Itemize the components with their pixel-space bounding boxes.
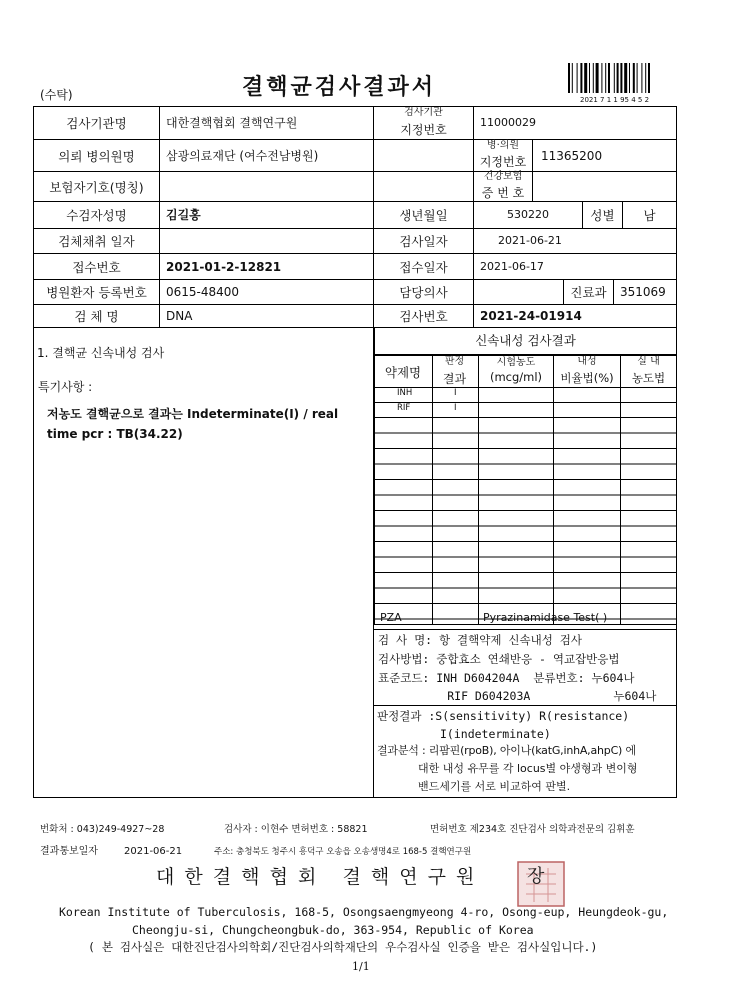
pza-value: Pyrazinamidase Test( ) (483, 611, 608, 624)
remarks-line2: time pcr : TB(34.22) (47, 427, 183, 441)
col-judgement-header-l1: 판정 (444, 356, 465, 367)
test-title: 1. 결핵균 신속내성 검사 (37, 346, 165, 360)
judgement-line2: I(indeterminate) (440, 727, 551, 741)
insurance-no-label-line2: 증 번 호 (481, 186, 525, 200)
barcode-number: 2021 7 1 1 95 4 5 2 (580, 96, 650, 104)
row-inh-result: I (454, 388, 457, 398)
footer-inspector: 검사자 : 이현수 면허번호 : 58821 (224, 824, 368, 835)
result-grid (374, 355, 677, 625)
result-table-title: 신속내성 검사결과 (475, 333, 576, 348)
institute-name-en: Korean Institute of Tuberculosis, 168-5, Osongsaengmyeong 4-ro, Osong-eup, Heungdeok-gu, (59, 905, 669, 919)
hospital-patient-no-label: 병원환자 등록번호 (46, 285, 147, 300)
test-date-value: 2021-06-21 (498, 234, 562, 247)
col-resist-header-l1: 실 내 (637, 356, 660, 367)
barcode-image (568, 63, 672, 95)
certification-note: ( 본 검사실은 대한진단검사의학회/진단검사의학재단의 우수검사실 인증을 받은 검사실입니다.) (88, 940, 598, 954)
judgement-line1: 판정결과 :S(sensitivity) R(resistance) (377, 709, 630, 723)
test-date-label: 검사일자 (399, 234, 448, 249)
specimen-label: 검 체 명 (74, 309, 119, 324)
report-date-label: 결과통보일자 (40, 846, 98, 857)
hospital-no-value: 11365200 (541, 148, 603, 163)
insurer-label: 보험자기호(명칭) (49, 179, 144, 195)
page-number: 1/1 (352, 960, 370, 973)
analysis-line3: 밴드세기를 서로 비교하여 판별. (418, 780, 571, 793)
analysis-line2: 대한 내성 유무를 각 locus별 야생형과 변이형 (418, 762, 638, 775)
col-conc-header-l1: 시험농도 (496, 357, 536, 368)
request-hospital-label: 의뢰 병의원명 (58, 148, 135, 164)
footer-address-kr: 주소: 충청북도 청주시 흥덕구 오송읍 오송생명4로 168-5 결핵연구원 (214, 847, 472, 857)
pza-label: PZA (380, 611, 402, 624)
institute-name-kr: 대 한 결 핵 협 회 결 핵 연 구 원 (156, 866, 477, 888)
document-title: 결핵균검사결과서 (242, 75, 437, 100)
method-method: 검사방법: 중합효소 연쇄반응 - 역교잡반응법 (378, 652, 620, 666)
birth-value: 530220 (507, 208, 549, 221)
department-value: 351069 (620, 285, 666, 299)
inspection-agency-value: 대한결핵협회 결핵연구원 (166, 116, 298, 130)
hospital-patient-no-value: 0615-48400 (166, 285, 240, 299)
receipt-tag: (수탁) (40, 88, 73, 102)
agency-no-value: 11000029 (480, 116, 536, 129)
footer-phone: 번화처 : 043)249-4927~28 (40, 824, 165, 835)
footer-license: 면허번호 제234호 진단검사 의학과전문의 김휘훈 (430, 824, 635, 835)
collection-date-label: 검체채취 일자 (58, 234, 135, 249)
doctor-label: 담당의사 (399, 285, 448, 300)
request-hospital-value: 삼광의료재단 (여수전남병원) (166, 148, 319, 163)
insurance-no-label-line1: 건강보험 (483, 171, 523, 182)
sex-label: 성별 (590, 208, 615, 223)
row-rif-drug: RIF (397, 403, 411, 413)
method-test-name: 검 사 명: 항 결핵약제 신속내성 검사 (378, 633, 582, 647)
patient-name-value: 김길홍 (166, 208, 201, 222)
stamp-character: 장 (527, 866, 545, 887)
row-inh-drug: INH (397, 388, 413, 398)
agency-no-label-line1: 검사기관 (404, 107, 443, 118)
report-date-value: 2021-06-21 (124, 846, 183, 857)
col-drug-header: 약제명 (384, 365, 422, 380)
row-rif-result: I (454, 403, 457, 413)
agency-no-label-line2: 지정번호 (400, 123, 447, 137)
hospital-no-label-line1: 병·의원 (486, 140, 520, 151)
birth-label: 생년월일 (399, 208, 448, 223)
receipt-date-label: 접수일자 (399, 259, 448, 275)
hospital-no-label-line2: 지정번호 (479, 155, 527, 169)
col-resist-header-l2: 농도법 (631, 371, 666, 385)
inspection-agency-label: 검사기관명 (66, 116, 127, 131)
method-code-line1: 표준코드: INH D604204A 분류번호: 누604나 (378, 671, 635, 685)
department-label: 진료과 (570, 285, 607, 300)
accession-value: 2021-01-2-12821 (166, 259, 282, 274)
specimen-value: DNA (166, 309, 193, 323)
method-code-line2: RIF D604203A 누604나 (378, 689, 657, 703)
sex-value: 남 (643, 208, 656, 223)
analysis-line1: 결과분석 : 리팜핀(rpoB), 아이나(katG,inhA,ahpC) 에 (377, 744, 636, 757)
receipt-date-value: 2021-06-17 (480, 259, 544, 273)
patient-name-label: 수검자성명 (66, 208, 127, 223)
col-ratio-header-l2: 비율법(%) (560, 371, 614, 385)
col-ratio-header-l1: 내성 (577, 356, 597, 367)
remarks-line1: 저농도 결핵균으로 결과는 Indeterminate(I) / real (47, 407, 339, 421)
test-no-label: 검사번호 (399, 309, 448, 324)
col-judgement-header-l2: 결과 (442, 372, 467, 386)
remarks-label: 특기사항 : (38, 380, 93, 394)
address-en: Cheongju-si, Chungcheongbuk-do, 363-954, Republic of Korea (132, 923, 534, 937)
test-no-value: 2021-24-01914 (480, 309, 582, 323)
accession-label: 접수번호 (72, 259, 121, 275)
col-conc-header-l2: (mcg/ml) (489, 370, 543, 384)
